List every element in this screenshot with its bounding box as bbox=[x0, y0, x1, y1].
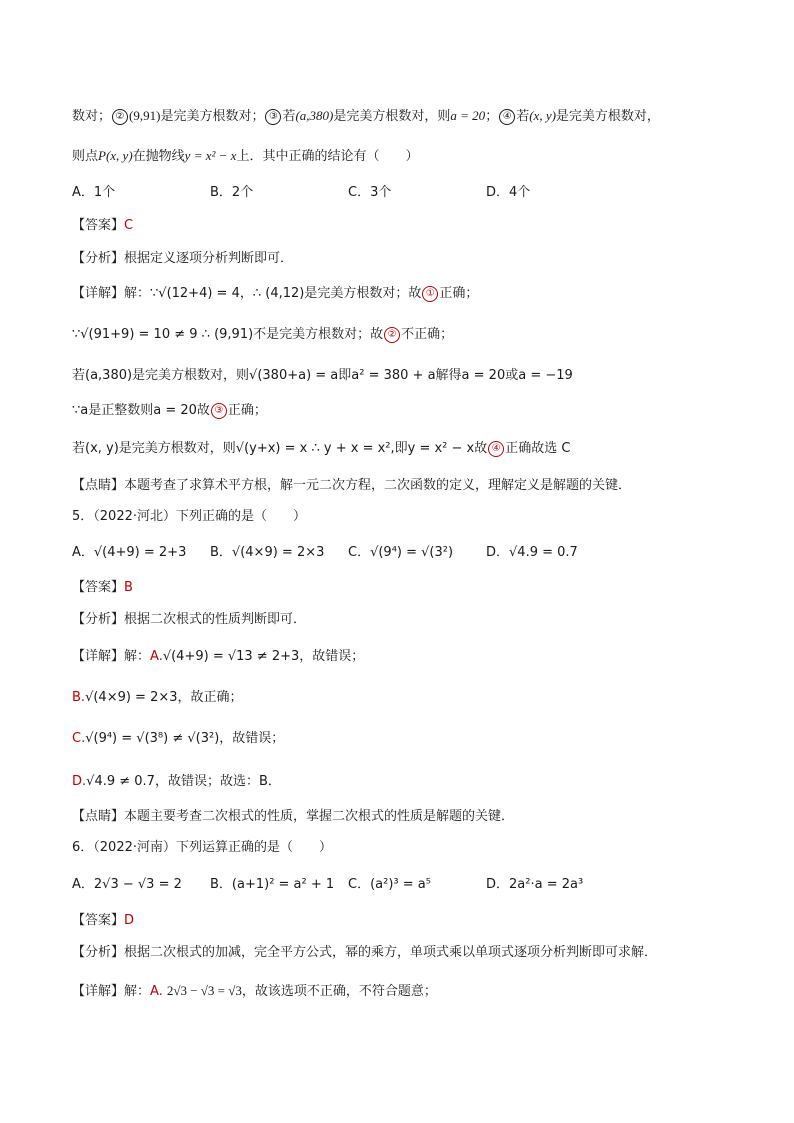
option-label: C. bbox=[72, 731, 86, 746]
circled-number: ② bbox=[112, 109, 128, 125]
answer-line bbox=[72, 911, 734, 931]
detail-line-a bbox=[72, 981, 734, 1001]
circled-number: ③ bbox=[265, 109, 281, 125]
question4-options bbox=[72, 183, 734, 203]
circled-number: ④ bbox=[499, 109, 515, 125]
analysis-text: 根据二次根式的性质判断即可． bbox=[124, 612, 307, 627]
option-label: A. bbox=[150, 984, 163, 999]
option-c: C．3个 bbox=[348, 185, 392, 200]
answer-line bbox=[72, 216, 734, 236]
detail-text: √(9⁴) = √(3⁸) ≠ √(3²)，故错误； bbox=[85, 731, 285, 746]
answer-value: C bbox=[124, 218, 134, 233]
analysis-line bbox=[72, 610, 734, 630]
detail-line-3 bbox=[72, 366, 734, 386]
detail-text: 正确； bbox=[439, 286, 479, 301]
option-b: B．2个 bbox=[210, 185, 254, 200]
answer-value: B bbox=[124, 580, 133, 595]
math: y = x² − x bbox=[184, 148, 237, 163]
circled-number: ④ bbox=[488, 441, 504, 457]
comment-text: 本题考查了求算术平方根，解一元二次方程，二次函数的定义，理解定义是解题的关键． bbox=[124, 478, 632, 493]
option-b: B．√(4×9) = 2×3 bbox=[210, 545, 325, 560]
detail-line-5 bbox=[72, 439, 734, 459]
option-c: C．(a²)³ = a⁵ bbox=[348, 877, 431, 892]
text: 若 bbox=[282, 109, 296, 124]
option-d: D．4个 bbox=[486, 185, 531, 200]
math: (x, y) bbox=[529, 108, 556, 123]
analysis-line bbox=[72, 943, 734, 963]
text: 是完美方根数对； bbox=[160, 109, 265, 124]
detail-text: ∵√(91+9) = 10 ≠ 9 ∴ (9,91)不是完美方根数对；故 bbox=[72, 327, 384, 342]
text: 则点 bbox=[72, 149, 99, 164]
detail-text: 若(x, y)是完美方根数对，则√(y+x) = x ∴ y + x = x²,即y = x² − x故 bbox=[72, 441, 488, 456]
question4-line2 bbox=[72, 146, 734, 166]
answer-tag: 【答案】 bbox=[72, 580, 125, 595]
question5-title bbox=[72, 507, 734, 527]
text: 在抛物线 bbox=[132, 149, 185, 164]
answer-value: D bbox=[124, 913, 135, 928]
detail-text: √4.9 ≠ 0.7，故错误；故选：B． bbox=[86, 774, 281, 789]
detail-text: √(4×9) = 2×3，故正确； bbox=[85, 690, 243, 705]
analysis-tag: 【分析】 bbox=[72, 251, 125, 266]
detail-line-d bbox=[72, 772, 734, 792]
detail-line-b bbox=[72, 688, 734, 708]
question5-options bbox=[72, 543, 734, 563]
option-a: A．1个 bbox=[72, 185, 116, 200]
detail-line-1 bbox=[72, 284, 734, 304]
option-a: A．√(4+9) = 2+3 bbox=[72, 545, 187, 560]
text: 若 bbox=[516, 109, 530, 124]
option-label: B. bbox=[72, 690, 86, 705]
detail-text: 解： bbox=[124, 649, 151, 664]
comment-line bbox=[72, 807, 734, 827]
option-a: A．2√3 − √3 = 2 bbox=[72, 877, 182, 892]
option-d: D．√4.9 = 0.7 bbox=[486, 545, 578, 560]
detail-text: 正确故选 C bbox=[505, 441, 571, 456]
math: (a,380) bbox=[295, 108, 334, 123]
detail-text: 解：∵√(12+4) = 4，∴ (4,12)是完美方根数对；故 bbox=[124, 286, 422, 301]
question4-line1 bbox=[72, 106, 734, 126]
option-b: B．(a+1)² = a² + 1 bbox=[210, 877, 335, 892]
detail-tag: 【详解】 bbox=[72, 649, 125, 664]
math: a = 20 bbox=[450, 108, 486, 123]
detail-line-a bbox=[72, 647, 734, 667]
question-title: 5．（2022·河北）下列正确的是（ ） bbox=[72, 509, 306, 524]
comment-text: 本题主要考查二次根式的性质，掌握二次根式的性质是解题的关键． bbox=[124, 809, 515, 824]
comment-tag: 【点睛】 bbox=[72, 809, 125, 824]
option-label: A. bbox=[150, 649, 163, 664]
circled-number: ① bbox=[422, 286, 438, 302]
analysis-text: 根据定义逐项分析判断即可． bbox=[124, 251, 294, 266]
option-d: D．2a²·a = 2a³ bbox=[486, 877, 584, 892]
question-title: 6．（2022·河南）下列运算正确的是（ ） bbox=[72, 840, 332, 855]
question6-title bbox=[72, 838, 734, 858]
text: 是完美方根数对， bbox=[555, 109, 660, 124]
detail-text: ，故该选项不正确，不符合题意； bbox=[241, 984, 437, 999]
analysis-text: 根据二次根式的加减，完全平方公式，幂的乘方，单项式乘以单项式逐项分析判断即可求解． bbox=[124, 945, 658, 960]
math: P(x, y) bbox=[98, 148, 133, 163]
comment-line bbox=[72, 476, 734, 496]
analysis-tag: 【分析】 bbox=[72, 945, 125, 960]
text: 是完美方根数对，则 bbox=[333, 109, 451, 124]
answer-tag: 【答案】 bbox=[72, 218, 125, 233]
comment-tag: 【点睛】 bbox=[72, 478, 125, 493]
detail-text: ∵a是正整数则a = 20故 bbox=[72, 403, 210, 418]
detail-text: 若(a,380)是完美方根数对，则√(380+a) = a即a² = 380 + a解得a = 20或a = −19 bbox=[72, 368, 573, 383]
detail-text: 正确； bbox=[227, 403, 267, 418]
circled-number: ③ bbox=[211, 403, 227, 419]
analysis-tag: 【分析】 bbox=[72, 612, 125, 627]
text: 上．其中正确的结论有（ ） bbox=[236, 149, 419, 164]
text: 数对； bbox=[72, 109, 112, 124]
detail-text: 解： bbox=[124, 984, 151, 999]
answer-line bbox=[72, 578, 734, 598]
detail-text: √(4+9) = √13 ≠ 2+3，故错误； bbox=[162, 649, 365, 664]
detail-tag: 【详解】 bbox=[72, 984, 125, 999]
answer-tag: 【答案】 bbox=[72, 913, 125, 928]
detail-text: 不正确； bbox=[401, 327, 454, 342]
math: (9,91) bbox=[129, 108, 161, 123]
detail-line-2 bbox=[72, 325, 734, 345]
text: ； bbox=[485, 109, 499, 124]
option-c: C．√(9⁴) = √(3²) bbox=[348, 545, 454, 560]
analysis-line bbox=[72, 249, 734, 269]
math: 2√3 − √3 = √3 bbox=[166, 983, 242, 998]
detail-tag: 【详解】 bbox=[72, 286, 125, 301]
question6-options bbox=[72, 875, 734, 895]
detail-line-4 bbox=[72, 401, 734, 421]
detail-line-c bbox=[72, 729, 734, 749]
option-label: D. bbox=[72, 774, 87, 789]
circled-number: ② bbox=[384, 327, 400, 343]
